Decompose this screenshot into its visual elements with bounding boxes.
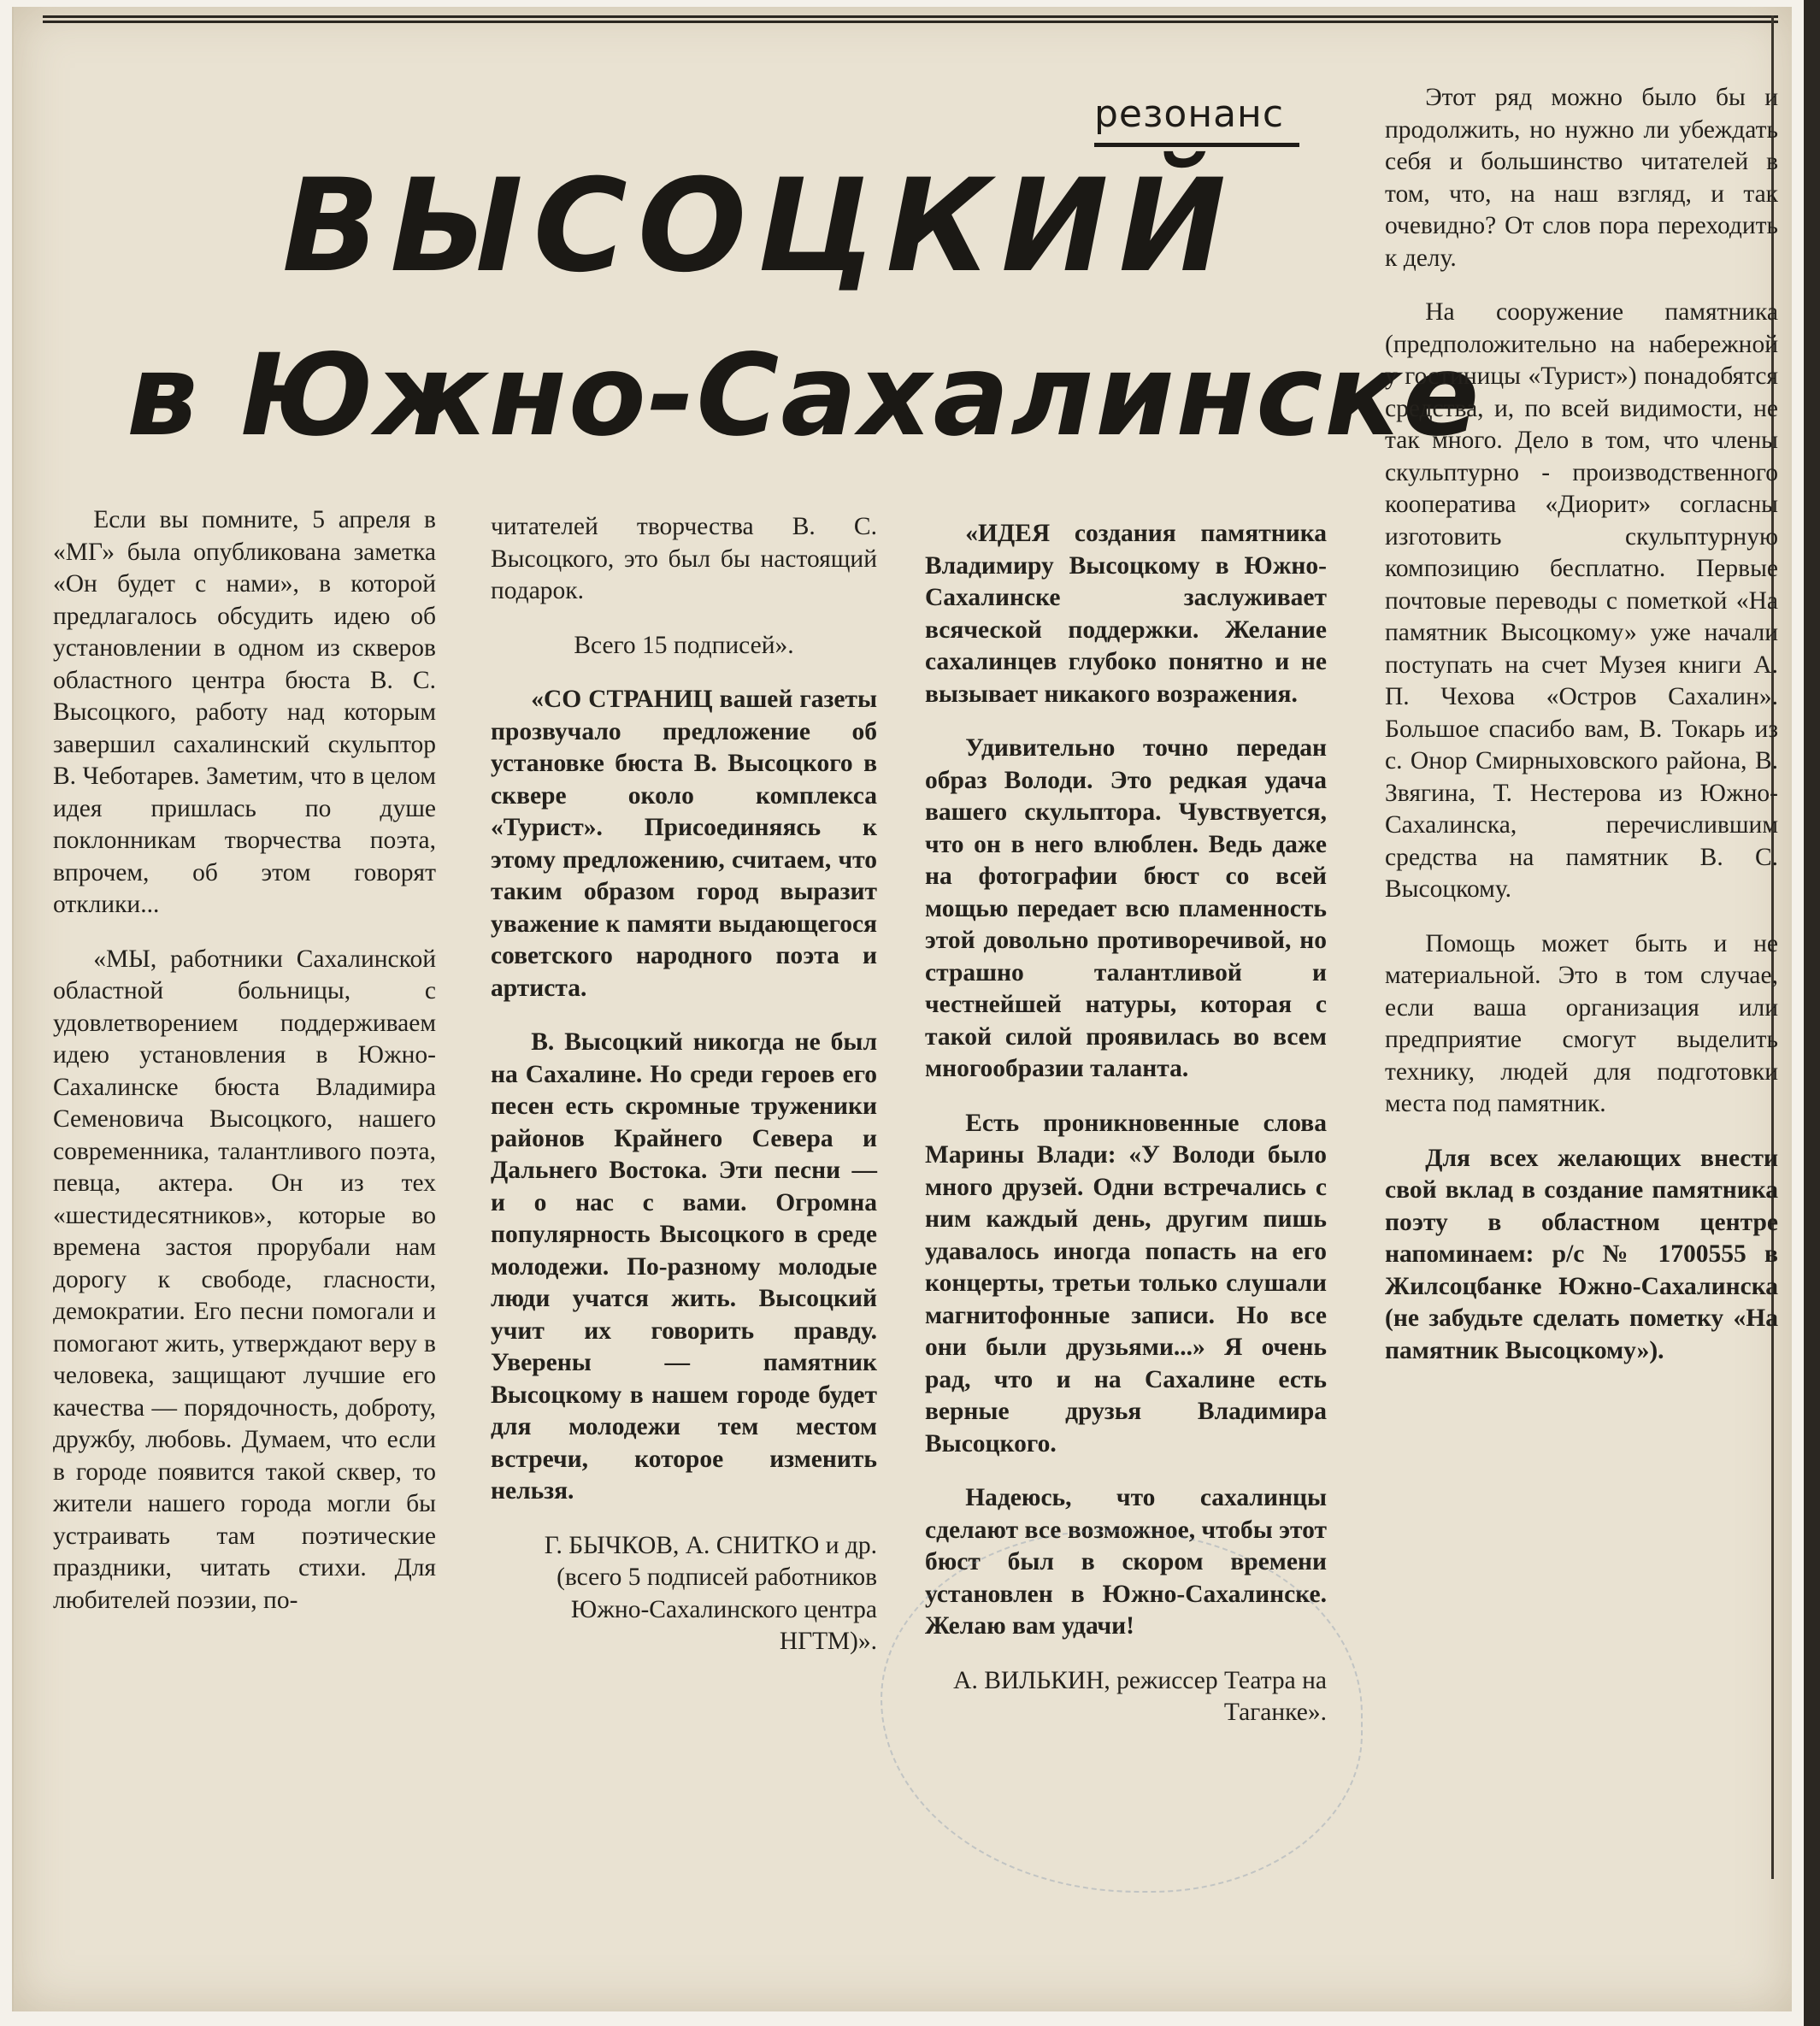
paragraph-image-volodya: Удивительно точно передан образ Володи. Это редкая удача вашего скульптора. Чувствуется, что он в него влюблен. Ведь даже на фотографии бюст со всей мощью передает всю пламенность этой довольно противоречивой, но страшно талантливой и честнейшей натуры, которая с такой силой проявилась во всем многообразии таланта.: [925, 734, 1327, 1082]
paragraph-letter-idea: «ИДЕЯ создания памятника Владимиру Высоцкому в Южно-Сахалинске заслуживает всяческой поддержки. Желание сахалинцев глубоко понятно и не вызывает никакого возражения.: [925, 520, 1327, 708]
paragraph-intro: Если вы помните, 5 апреля в «МГ» была опубликована заметка «Он будет с нами», в которой предлагалось обсудить идею об установлении в одном из скверов областного центра бюста В. С. Высоцкого, работу над которым завершил сахалинский скульптор В. Чеботарев. Заметим, что в целом идея пришлась по душе поклонникам творчества поэта, впрочем, об этом говорят отклики...: [53, 506, 436, 918]
paragraph-marina-vladi: Есть проникновенные слова Марины Влади: «У Володи было много друзей. Одни встречались с ним каждый день, другим пишь удавалось иногда попасть на его концерты, третьи только слушали магнитофонные записи. Но все они были друзьями...» Я очень рад, что и на Сахалине есть верные друзья Владимира Высоцкого.: [925, 1109, 1327, 1458]
paragraph-help: Помощь может быть и не материальной. Это в том случае, если ваша организация или предприятие смогут выделить технику, людей для подготовки места под памятник.: [1385, 929, 1778, 1117]
rubric-label: резонанс: [1094, 92, 1299, 147]
signature-count: Всего 15 подписей».: [574, 631, 794, 659]
signature-bychkov: Г. БЫЧКОВ, А. СНИТКО и др. (всего 5 подписей работников Южно-Сахалинского центра НГТМ)».: [544, 1531, 877, 1655]
headline-line-2: в Южно-Сахалинске: [127, 330, 1481, 462]
headline-line-1: ВЫСОЦКИЙ: [282, 152, 1237, 301]
signature-vilkin: А. ВИЛЬКИН, режиссер Театра на Таганке».: [953, 1666, 1327, 1726]
scan-edge: [1804, 0, 1820, 2026]
paragraph-vysotsky-sakhalin: В. Высоцкий никогда не был на Сахалине. Но среди героев его песен есть скромные труженики районов Крайнего Севера и Дальнего Востока. Эти песни — и о нас с вами. Огромна популярность Высоцкого в среде молодежи. По-разному молодые люди учатся жить. Высоцкий учит их говорить правду. Уверены — памятник Высоцкому в нашем городе будет для молодежи тем местом встречи, которое изменить нельзя.: [491, 1028, 877, 1505]
paragraph-hope: Надеюсь, что сахалинцы сделают все возможное, чтобы этот бюст был в скором времени установлен в Южно-Сахалинске. Желаю вам удачи!: [925, 1484, 1327, 1640]
article-column-1: [53, 504, 436, 1639]
article-column-2: [491, 511, 877, 1681]
article-column-4: [1385, 82, 1778, 1389]
paragraph-letter-hospital: «МЫ, работники Сахалинской областной больницы, с удовлетворением поддерживаем идею установления в Южно-Сахалинске бюста Владимира Семеновича Высоцкого, нашего современника, талантливого поэта, певца, актера. Он из тех «шестидесятников», которые во времена застоя прорубали нам дорогу к свободе, гласности, демократии. Его песни помогали и помогают жить, утверждают веру в человека, защищают лучшие его качества — порядочность, доброту, дружбу, любовь. Думаем, что если в городе появится такой сквер, то жители нашего города могли бы устраивать там поэтические праздники, читать стихи. Для любителей поэзии, по-: [53, 945, 436, 1614]
top-rule-divider: [43, 15, 1778, 23]
paragraph-continuation: читателей творчества В. С. Высоцкого, это был бы настоящий подарок.: [491, 513, 877, 604]
paragraph-account: Для всех желающих внести свой вклад в создание памятника поэту в областном центре напоминаем: р/с № 1700555 в Жилсоцбанке Южно-Сахалинска (не забудьте сделать пометку «На памятник Высоцкому»).: [1385, 1144, 1778, 1364]
paragraph-continue-series: Этот ряд можно было бы и продолжить, но нужно ли убеждать себя и большинство читателей в том, что, на наш взгляд, и так очевидно? От слов пора переходить к делу.: [1385, 84, 1778, 272]
paragraph-letter-pages: «СО СТРАНИЦ вашей газеты прозвучало предложение об установке бюста В. Высоцкого в сквере около комплекса «Турист». Присоединяясь к этому предложению, считаем, что таким образом город выразит уважение к памяти выдающегося советского народного поэта и артиста.: [491, 686, 877, 1002]
paragraph-funds: На сооружение памятника (предположительно на набережной у гостиницы «Турист») понадобятся средства, и, по всей видимости, не так много. Дело в том, что члены скульптурно - производственного кооператива «Диорит» согласны изготовить скульптурную композицию бесплатно. Первые почтовые переводы с пометкой «На памятник Высоцкому» уже начали поступать на счет Музея книги А. П. Чехова «Остров Сахалин». Большое спасибо вам, В. Токарь из с. Онор Смирныховского района, В. Звягина, Т. Нестерова из Южно-Сахалинска, перечислившим средства на памятник В. С. Высоцкому.: [1385, 298, 1778, 903]
